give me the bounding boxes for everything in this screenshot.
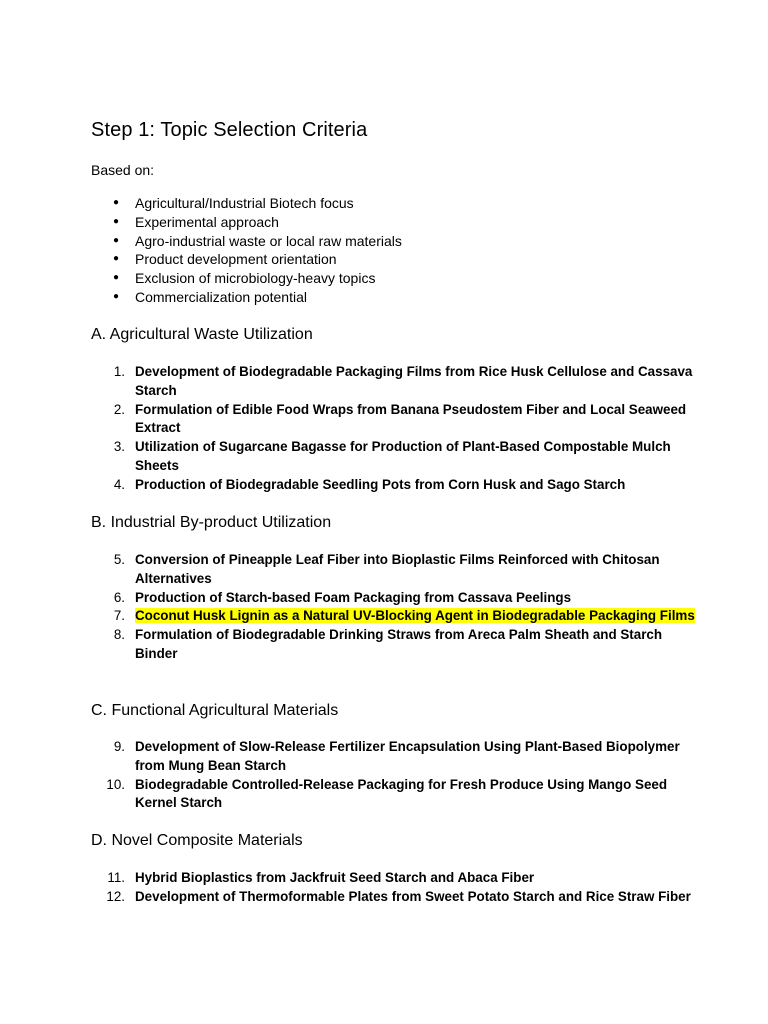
topic-item: 11. Hybrid Bioplastics from Jackfruit Seed Starch and Abaca Fiber	[107, 870, 535, 885]
based-on-label: Based on:	[91, 162, 155, 178]
topic-list-d	[91, 869, 691, 907]
document-page	[91, 116, 695, 904]
page-title: Step 1: Topic Selection Criteria	[91, 119, 368, 141]
topic-list-b	[91, 551, 695, 664]
topic-item: 2. Formulation of Edible Food Wraps from Banana Pseudostem Fiber and Local Seaweed Extract	[113, 401, 687, 436]
section-heading-c: C. Functional Agricultural Materials	[91, 702, 339, 719]
topic-item: 10. Biodegradable Controlled-Release Packaging for Fresh Produce Using Mango Seed Kernel Starch	[106, 776, 668, 811]
topic-item: 5. Conversion of Pineapple Leaf Fiber into Bioplastic Films Reinforced with Chitosan Alternatives	[113, 552, 660, 586]
topic-item-highlighted: 7. Coconut Husk Lignin as a Natural UV-Blocking Agent in Biodegradable Packaging Films	[113, 608, 695, 624]
bullet-icon: ●	[113, 215, 120, 227]
bullet-icon: ●	[113, 234, 120, 246]
criteria-item: ● Product development orientation	[113, 251, 337, 268]
topic-item: 9. Development of Slow-Release Fertilizer Encapsulation Using Plant-Based Biopolymer from Mung Bean Starch	[113, 739, 680, 773]
bullet-icon: ●	[113, 253, 120, 265]
criteria-list	[91, 194, 402, 307]
criteria-item: ● Exclusion of microbiology-heavy topics	[113, 270, 376, 287]
topic-item: 4. Production of Biodegradable Seedling Pots from Corn Husk and Sago Starch	[113, 476, 626, 492]
topic-list-c	[91, 738, 691, 813]
criteria-item: ● Experimental approach	[113, 213, 279, 230]
bullet-icon: ●	[113, 290, 120, 302]
section-heading-b: B. Industrial By-product Utilization	[91, 514, 332, 531]
bullet-icon: ●	[113, 272, 120, 284]
criteria-item: ● Agro-industrial waste or local raw materials	[113, 232, 402, 249]
topic-item: 12. Development of Thermoformable Plates from Sweet Potato Starch and Rice Straw Fiber	[106, 888, 691, 904]
bullet-icon: ●	[113, 197, 120, 208]
highlighted-text: Coconut Husk Lignin as a Natural UV-Blocking Agent in Biodegradable Packaging Films	[135, 608, 695, 624]
topic-item: 6. Production of Starch-based Foam Packaging from Cassava Peelings	[113, 589, 572, 605]
topic-list-a	[91, 363, 691, 495]
topic-item: 1. Development of Biodegradable Packaging Films from Rice Husk Cellulose and Cassava Starch	[113, 364, 693, 398]
section-heading-d: D. Novel Composite Materials	[91, 832, 303, 849]
criteria-item: ● Commercialization potential	[113, 288, 307, 305]
section-heading-a: A. Agricultural Waste Utilization	[91, 326, 313, 343]
topic-item: 8. Formulation of Biodegradable Drinking Straws from Areca Palm Sheath and Starch Binder	[113, 627, 663, 661]
topic-item: 3. Utilization of Sugarcane Bagasse for Production of Plant-Based Compostable Mulch Sheets	[113, 439, 671, 473]
criteria-item: ● Agricultural/Industrial Biotech focus	[113, 195, 354, 211]
